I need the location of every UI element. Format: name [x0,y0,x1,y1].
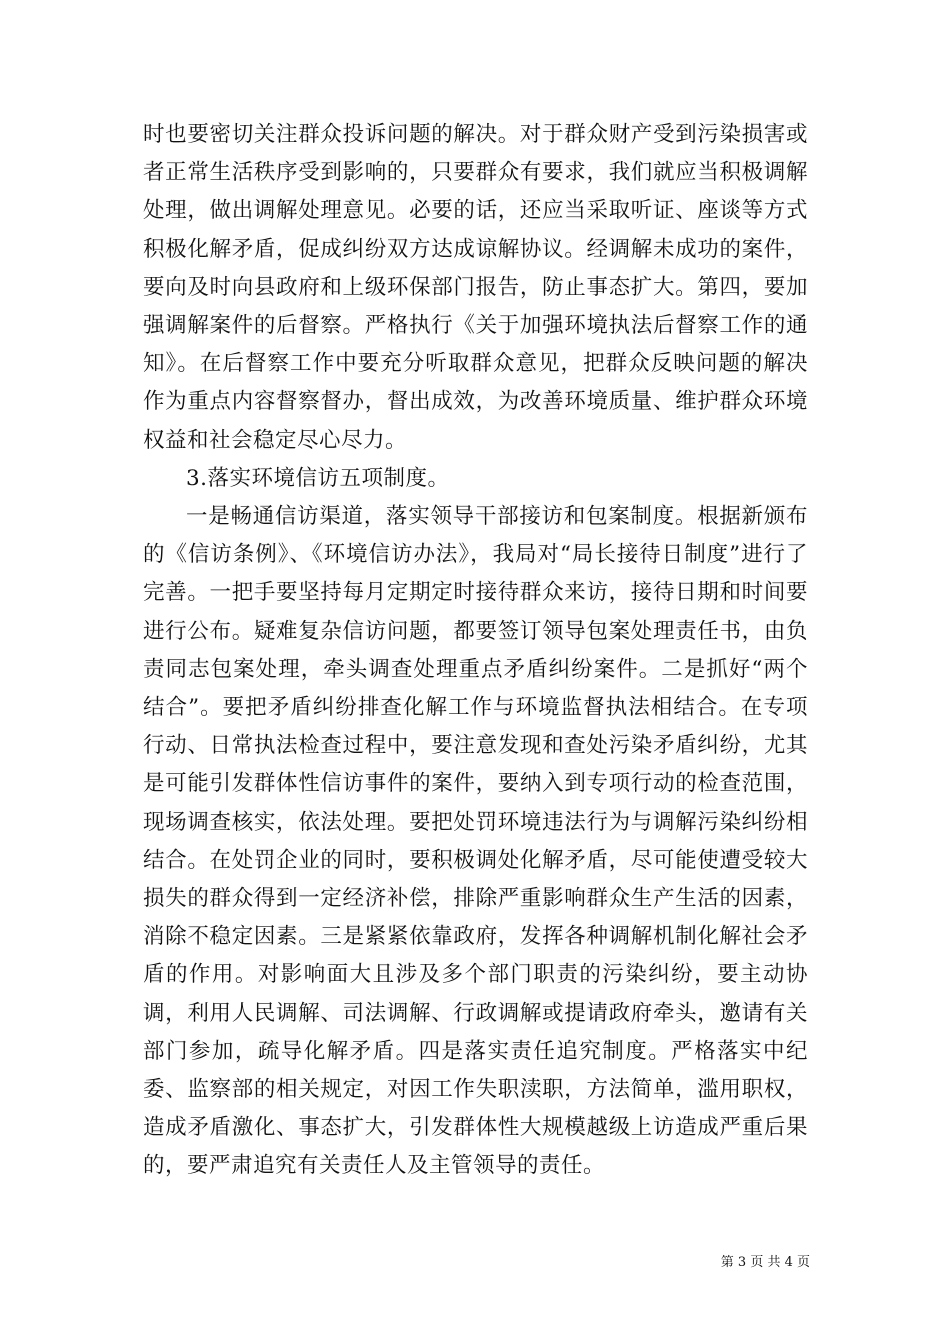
paragraph-continued: 时也要密切关注群众投诉问题的解决。对于群众财产受到污染损害或者正常生活秩序受到影响的，只要群众有要求，我们就应当积极调解处理，做出调解处理意见。必要的话，还应当采取听证、座谈等方式积极化解矛盾，促成纠纷双方达成谅解协议。经调解未成功的案件，要向及时向县政府和上级环保部门报告，防止事态扩大。第四，要加强调解案件的后督察。严格执行《关于加强环境执法后督察工作的通知》。在后督察工作中要充分听取群众意见，把群众反映问题的解决作为重点内容督察督办，督出成效，为改善环境质量、维护群众环境权益和社会稳定尽心尽力。 [143,122,808,453]
page-number: 第 3 页 共 4 页 [720,1255,810,1270]
paragraph-five-systems: 一是畅通信访渠道，落实领导干部接访和包案制度。根据新颁布的《信访条例》、《环境信访办法》，我局对“局长接待日制度”进行了完善。一把手要坚持每月定期定时接待群众来访，接待日期和时间要进行公布。疑难复杂信访问题，都要签订领导包案处理责任书，由负责同志包案处理，牵头调查处理重点矛盾纠纷案件。二是抓好“两个结合”。要把矛盾纠纷排查化解工作与环境监督执法相结合。在专项行动、日常执法检查过程中，要注意发现和查处污染矛盾纠纷，尤其是可能引发群体性信访事件的案件，要纳入到专项行动的检查范围，现场调查核实，依法处理。要把处罚环境违法行为与调解污染纠纷相结合。在处罚企业的同时，要积极调处化解矛盾，尽可能使遭受较大损失的群众得到一定经济补偿，排除严重影响群众生产生活的因素，消除不稳定因素。三是紧紧依靠政府，发挥各种调解机制化解社会矛盾的作用。对影响面大且涉及多个部门职责的污染纠纷，要主动协调，利用人民调解、司法调解、行政调解或提请政府牵头，邀请有关部门参加，疏导化解矛盾。四是落实责任追究制度。严格落实中纪委、监察部的相关规定，对因工作失职渎职，方法简单，滥用职权，造成矛盾激化、事态扩大，引发群体性大规模越级上访造成严重后果的，要严肃追究有关责任人及主管领导的责任。 [143,504,808,1179]
section-heading-3: 3.落实环境信访五项制度。 [186,465,450,491]
document-body [143,116,808,1186]
